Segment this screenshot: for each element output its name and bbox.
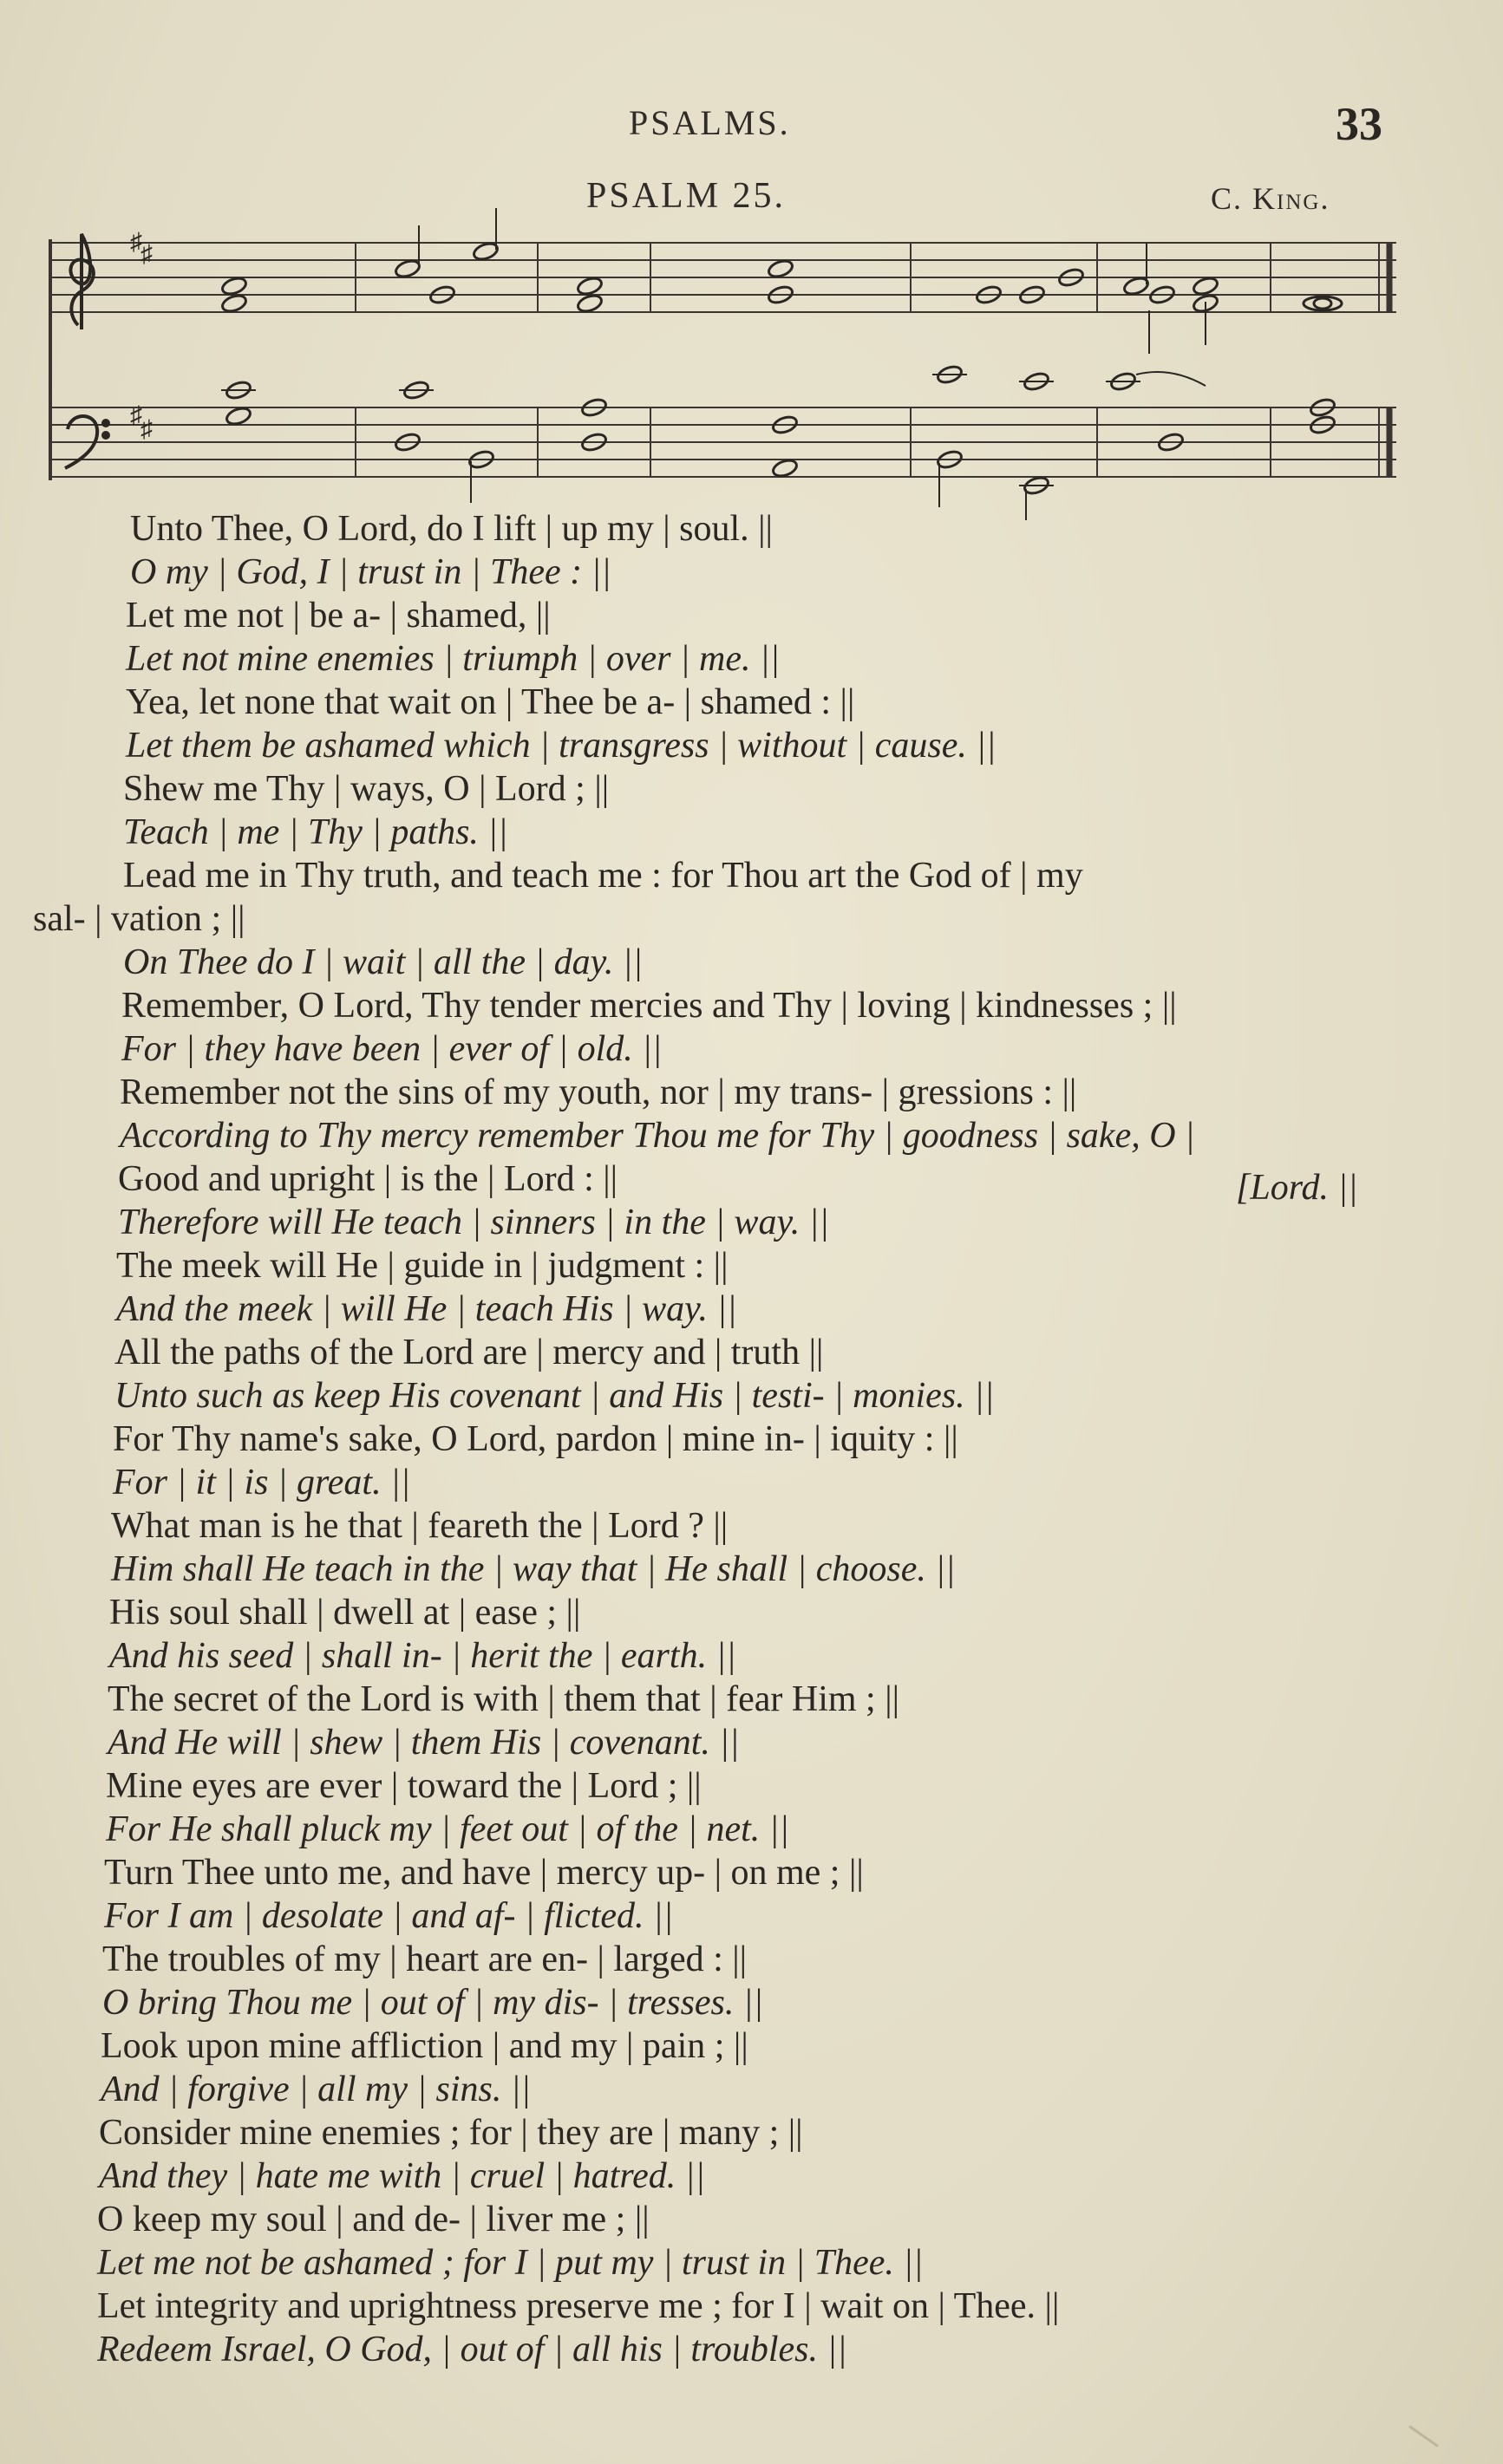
- chant-line: And his seed | shall in- | herit the | earth. ||: [109, 1636, 736, 1676]
- chant-line: Yea, let none that wait on | Thee be a- | shamed : ||: [126, 682, 855, 722]
- treble-clef-icon: [70, 234, 93, 329]
- chant-line: For Thy name's sake, O Lord, pardon | mine in- | iquity : ||: [113, 1419, 958, 1459]
- chant-line: And the meek | will He | teach His | way. ||: [116, 1289, 737, 1329]
- chant-line: The secret of the Lord is with | them that | fear Him ; ||: [108, 1679, 900, 1719]
- running-head: PSALMS.: [629, 103, 791, 142]
- chant-line: Therefore will He teach | sinners | in the | way. ||: [118, 1203, 829, 1242]
- chant-line: For He shall pluck my | feet out | of the | net. ||: [106, 1809, 789, 1849]
- psalm-title: PSALM 25.: [586, 176, 787, 216]
- svg-text:♯: ♯: [140, 241, 153, 268]
- chant-line: Teach | me | Thy | paths. ||: [123, 812, 508, 852]
- chant-line: What man is he that | feareth the | Lord ? ||: [111, 1506, 729, 1546]
- page-number: 33: [1336, 98, 1382, 150]
- chant-line: Let me not | be a- | shamed, ||: [126, 596, 551, 636]
- chant-line: And they | hate me with | cruel | hatred. ||: [99, 2156, 705, 2196]
- chant-line: Good and upright | is the | Lord : ||: [118, 1159, 618, 1199]
- chant-line: Let them be ashamed which | transgress | without | cause. ||: [126, 726, 997, 766]
- page-edge-wear: [1408, 2425, 1438, 2447]
- chant-line: Consider mine enemies ; for | they are | many ; ||: [99, 2113, 803, 2153]
- svg-text:♯: ♯: [130, 402, 142, 429]
- chant-line: His soul shall | dwell at | ease ; ||: [109, 1593, 581, 1633]
- slur-mark: [1136, 372, 1206, 386]
- chant-line: Unto such as keep His covenant | and His | testi- | monies. ||: [114, 1376, 995, 1416]
- bass-ledger-lines: [221, 375, 1140, 486]
- chant-line: [Lord. ||: [1236, 1168, 1358, 1208]
- chant-line: For I am | desolate | and af- | flicted. ||: [104, 1896, 674, 1936]
- chant-line: O keep my soul | and de- | liver me ; ||: [97, 2200, 650, 2239]
- chant-line: Shew me Thy | ways, O | Lord ; ||: [123, 769, 610, 809]
- svg-text:♯: ♯: [130, 229, 142, 256]
- chant-line: Remember not the sins of my youth, nor | my trans- | gressions : ||: [120, 1072, 1077, 1112]
- chant-line: Look upon mine affliction | and my | pain ; ||: [101, 2026, 748, 2066]
- chant-line: For | it | is | great. ||: [113, 1463, 411, 1503]
- chant-line: Remember, O Lord, Thy tender mercies and Thy | loving | kindnesses ; ||: [121, 986, 1177, 1026]
- composer-credit: C. King.: [1211, 181, 1330, 216]
- chant-line: The troubles of my | heart are en- | larged : ||: [102, 1939, 748, 1979]
- chant-line: Let me not be ashamed ; for I | put my | trust in | Thee. ||: [97, 2243, 924, 2283]
- bass-staff: [52, 407, 1396, 477]
- chant-line: All the paths of the Lord are | mercy and | truth ||: [114, 1333, 824, 1372]
- chant-line: Turn Thee unto me, and have | mercy up- | on me ; ||: [104, 1853, 864, 1893]
- chant-line: And | forgive | all my | sins. ||: [101, 2070, 531, 2109]
- svg-text:♯: ♯: [140, 416, 153, 443]
- chant-line: Mine eyes are ever | toward the | Lord ; ||: [106, 1766, 702, 1806]
- chant-line: O bring Thou me | out of | my dis- | tresses. ||: [102, 1983, 763, 2023]
- chant-line: Redeem Israel, O God, | out of | all his | troubles. ||: [97, 2330, 847, 2369]
- chant-line: Unto Thee, O Lord, do I lift | up my | soul. ||: [130, 509, 773, 549]
- chant-line: According to Thy mercy remember Thou me for Thy | goodness | sake, O |: [120, 1116, 1195, 1156]
- chant-line: Let not mine enemies | triumph | over | me. ||: [126, 639, 781, 679]
- chant-music-score: [43, 208, 1431, 529]
- chant-line: sal- | vation ; ||: [33, 899, 245, 939]
- chant-line: The meek will He | guide in | judgment : ||: [116, 1246, 729, 1286]
- chant-line: O my | God, I | trust in | Thee : ||: [130, 552, 611, 592]
- chant-line: And He will | shew | them His | covenant. ||: [108, 1723, 740, 1763]
- chant-line: For | they have been | ever of | old. ||: [121, 1029, 663, 1069]
- chant-line: Him shall He teach in the | way that | He shall | choose. ||: [111, 1549, 956, 1589]
- chant-line: Lead me in Thy truth, and teach me : for Thou art the God of | my: [123, 856, 1083, 896]
- key-signature: [130, 229, 153, 443]
- chant-line: On Thee do I | wait | all the | day. ||: [123, 942, 644, 982]
- chant-line: Let integrity and uprightness preserve me ; for I | wait on | Thee. ||: [97, 2286, 1060, 2326]
